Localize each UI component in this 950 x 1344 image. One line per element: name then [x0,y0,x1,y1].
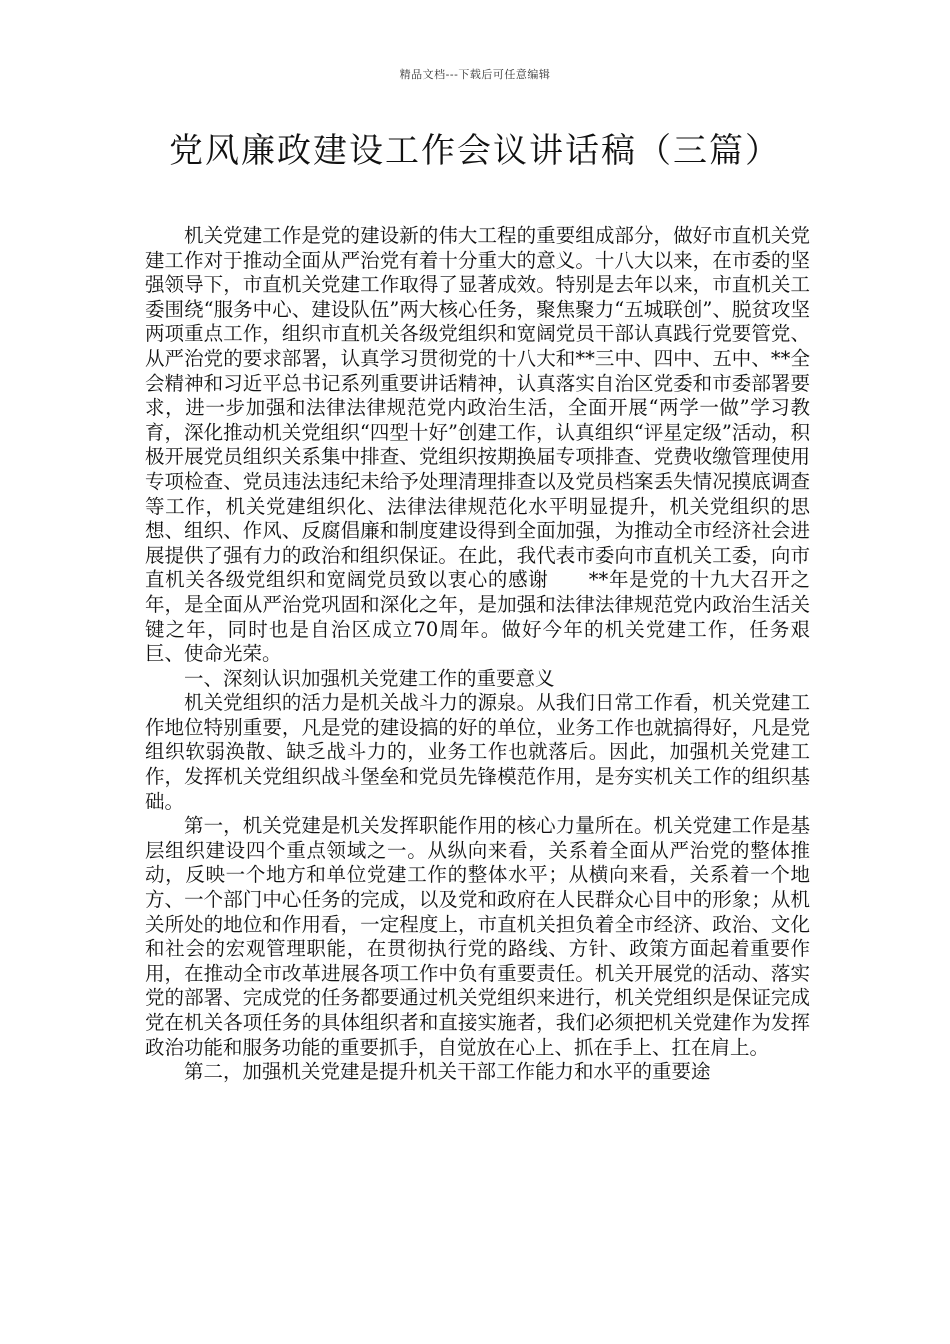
body-paragraph: 机关党建工作是党的建设新的伟大工程的重要组成部分，做好市直机关党建工作对于推动全面从严治党有着十分重大的意义。十八大以来，在市委的坚强领导下，市直机关党建工作取得了显著成效。特别是去年以来，市直机关工委围绕“服务中心、建设队伍”两大核心任务，聚焦聚力“五城联创”、脱贫攻坚两项重点工作，组织市直机关各级党组织和宽阔党员干部认真践行党要管党、从严治党的要求部署，认真学习贯彻党的十八大和**三中、四中、五中、**全会精神和习近平总书记系列重要讲话精神，认真落实自治区党委和市委部署要求，进一步加强和法律法律规范党内政治生活，全面开展“两学一做”学习教育，深化推动机关党组织“四型十好”创建工作，认真组织“评星定级”活动，积极开展党员组织关系集中排查、党组织按期换届专项排查、党费收缴管理使用专项检查、党员违法违纪未给予处理清理排查以及党员档案丢失情况摸底调查等工作，机关党建组织化、法律法律规范化水平明显提升，机关党组织的思想、组织、作风、反腐倡廉和制度建设得到全面加强，为推动全市经济社会进展提供了强有力的政治和组织保证。在此，我代表市委向市直机关工委，向市直机关各级党组织和宽阔党员致以衷心的感谢 **年是党的十九大召开之年，是全面从严治党巩固和深化之年，是加强和法律法律规范党内政治生活关键之年，同时也是自治区成立70周年。做好今年的机关党建工作，任务艰巨、使命光荣。 [145,224,810,666]
body-paragraph: 第一，机关党建是机关发挥职能作用的核心力量所在。机关党建工作是基层组织建设四个重点领域之一。从纵向来看，关系着全面从严治党的整体推动，反映一个地方和单位党建工作的整体水平；从横向来看，关系着一个地方、一个部门中心任务的完成，以及党和政府在人民群众心目中的形象；从机关所处的地位和作用看，一定程度上，市直机关担负着全市经济、政治、文化和社会的宏观管理职能，在贯彻执行党的路线、方针、政策方面起着重要作用，在推动全市改革进展各项工作中负有重要责任。机关开展党的活动、落实党的部署、完成党的任务都要通过机关党组织来进行，机关党组织是保证完成党在机关各项任务的具体组织者和直接实施者，我们必须把机关党建作为发挥政治功能和服务功能的重要抓手，自觉放在心上、抓在手上、扛在肩上。 [145,814,810,1059]
body-paragraph: 第二，加强机关党建是提升机关干部工作能力和水平的重要途 [184,1060,711,1084]
document-body [145,224,810,1085]
section-heading: 一、深刻认识加强机关党建工作的重要意义 [184,666,555,690]
body-paragraph: 机关党组织的活力是机关战斗力的源泉。从我们日常工作看，机关党建工作地位特别重要，凡是党的建设搞的好的单位，业务工作也就搞得好，凡是党组织软弱涣散、缺乏战斗力的，业务工作也就落后。因此，加强机关党建工作，发挥机关党组织战斗堡垒和党员先锋模范作用，是夯实机关工作的组织基础。 [145,691,810,813]
header-note: 精品文档---下载后可任意编辑 [399,68,551,81]
document-title: 党风廉政建设工作会议讲话稿（三篇） [169,131,781,171]
